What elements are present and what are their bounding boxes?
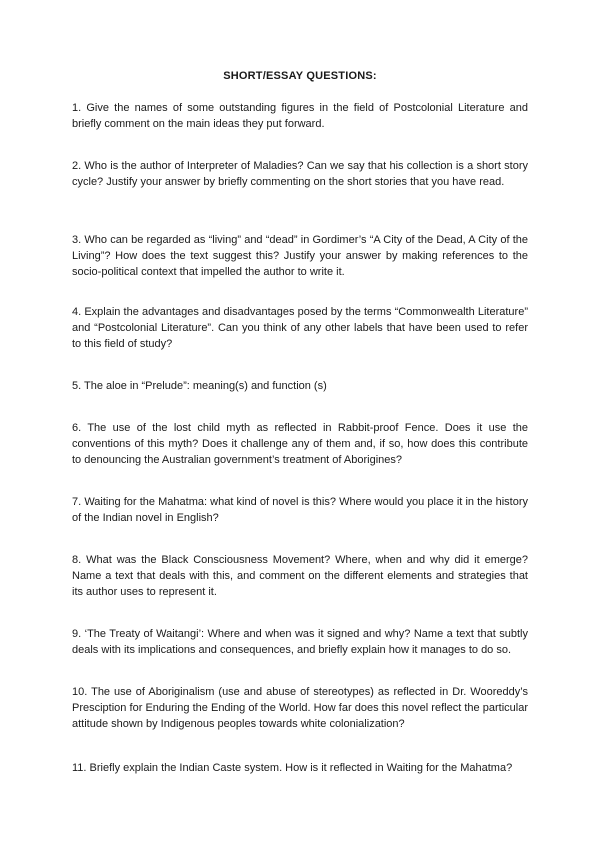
question-2: 2. Who is the author of Interpreter of Maladies? Can we say that his collection is a short story cycle? Justify your answer by briefly commenting on the short stories that you have read.	[72, 160, 528, 188]
question-8: 8. What was the Black Consciousness Movement? Where, when and why did it emerge? Name a text that deals with this, and comment on the different elements and strategies that its author uses to represent it.	[72, 554, 528, 598]
question-7: 7. Waiting for the Mahatma: what kind of novel is this? Where would you place it in the history of the Indian novel in English?	[72, 496, 528, 524]
page-title: SHORT/ESSAY QUESTIONS:	[223, 70, 377, 82]
question-9: 9. ‘The Treaty of Waitangi’: Where and when was it signed and why? Name a text that subtly deals with its implications and consequences, and briefly explain how it manages to do so.	[72, 628, 528, 656]
question-4: 4. Explain the advantages and disadvantages posed by the terms “Commonwealth Literature” and “Postcolonial Literature”. Can you think of any other labels that have been used to refer to this field of study?	[72, 306, 528, 350]
question-1: 1. Give the names of some outstanding figures in the field of Postcolonial Literature and briefly comment on the main ideas they put forward.	[72, 102, 528, 130]
question-3: 3. Who can be regarded as “living” and “dead” in Gordimer’s “A City of the Dead, A City of the Living”? How does the text suggest this? Justify your answer by making references to the socio-political context that impelled the author to write it.	[72, 234, 528, 278]
question-10: 10. The use of Aboriginalism (use and abuse of stereotypes) as reflected in Dr. Wooreddy’s Presciption for Enduring the Ending of the World. How far does this novel reflect the particular attitude shown by Indigenous peoples towards white colonialization?	[72, 686, 528, 730]
question-5: 5. The aloe in “Prelude”: meaning(s) and function (s)	[72, 380, 327, 392]
question-6: 6. The use of the lost child myth as reflected in Rabbit-proof Fence. Does it use the conventions of this myth? Does it challenge any of them and, if so, how does this contribute to denouncing the Australian government’s treatment of Aborigines?	[72, 422, 528, 466]
question-11: 11. Briefly explain the Indian Caste system. How is it reflected in Waiting for the Mahatma?	[72, 762, 513, 774]
